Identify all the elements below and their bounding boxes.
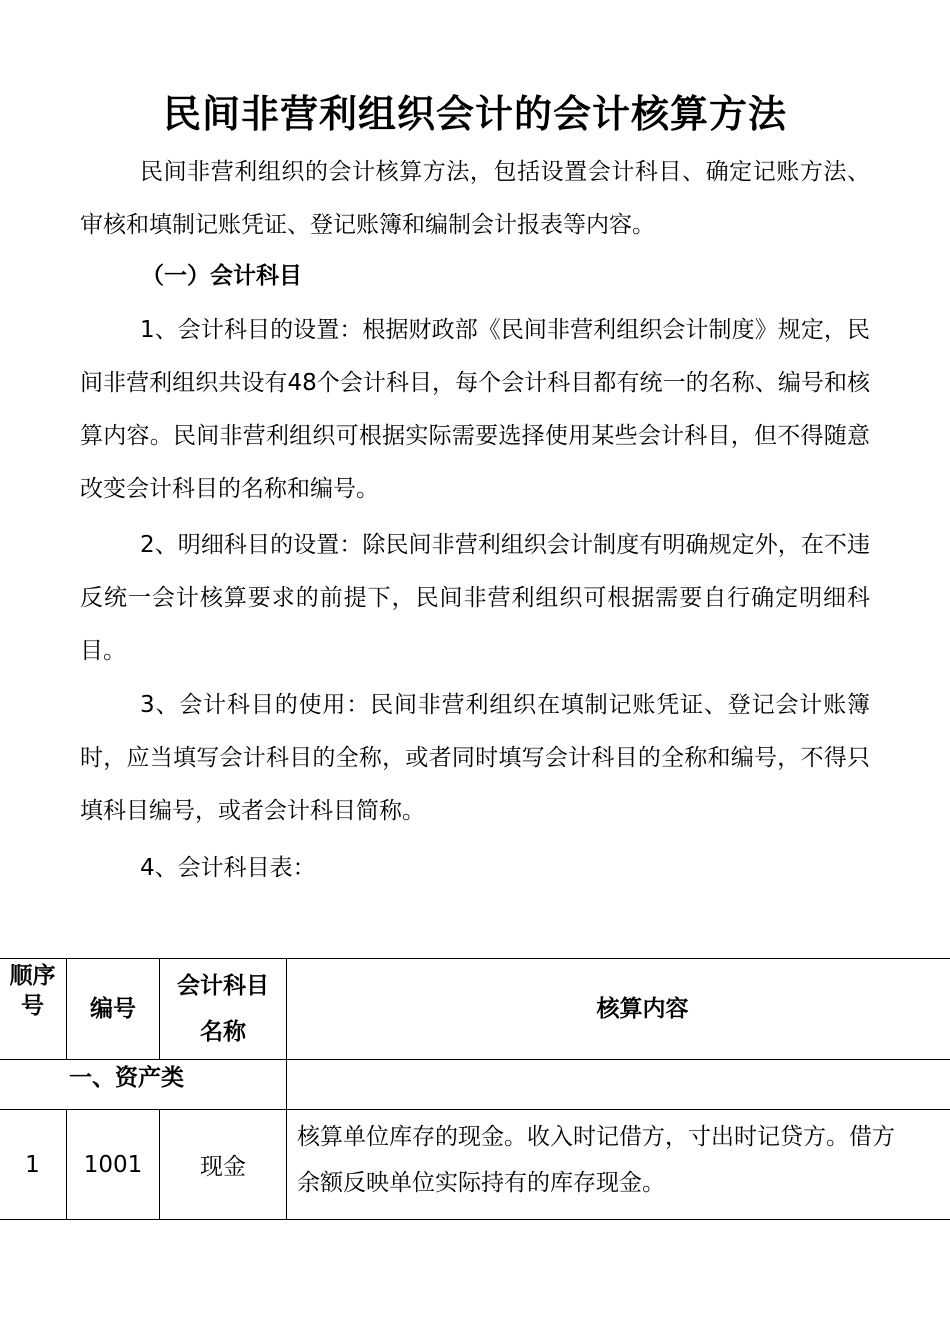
category-empty-cell	[287, 1060, 950, 1110]
intro-paragraph: 民间非营利组织的会计核算方法，包括设置会计科目、确定记账方法、审核和填制记账凭证、登记账簿和编制会计报表等内容。	[80, 159, 870, 238]
item-text: 、明细科目的设置：除民间非营利组织会计制度有明确规定外，在不违反统一会计核算要求的前提下，民间非营利组织可根据需要自行确定明细科目。	[80, 532, 870, 664]
page-title: 民间非营利组织会计的会计核算方法	[162, 92, 787, 136]
header-content: 核算内容	[287, 959, 950, 1060]
table-header-row	[0, 959, 950, 1060]
header-name	[160, 959, 287, 1060]
item-text: 、会计科目的使用：民间非营利组织在填制记账凭证、登记会计账簿时，应当填写会计科目的全称，或者同时填写会计科目的全称和编号，不得只填科目编号，或者会计科目简称。	[80, 692, 870, 824]
row-name: 现金	[160, 1110, 287, 1220]
category-label: 一、资产类	[0, 1060, 287, 1110]
item-number: 2	[140, 532, 155, 558]
paragraph-item-4	[80, 842, 870, 895]
row-code: 1001	[67, 1110, 160, 1220]
item-text-continued: 个会计科目，每个会计科目都有统一的名称、编号和核算内容。民间非营利组织可根据实际需要选择使用某些会计科目，但不得随意改变会计科目的名称和编号。	[80, 370, 871, 502]
paragraph-item-1	[80, 304, 870, 516]
row-content-line2: 余额反映单位实际持有的库存现金。	[297, 1170, 665, 1196]
item-text: 、会计科目表：	[154, 855, 316, 881]
header-code: 编号	[67, 959, 160, 1060]
item-text: 、会计科目的设置：根据财政部《民间非营利组织会计制度》规定，民间非营利组织共设有	[80, 317, 870, 396]
header-seq-line2: 号	[21, 993, 44, 1019]
item-number: 3	[140, 692, 155, 718]
table-row	[0, 1110, 950, 1220]
category-row	[0, 1060, 950, 1110]
paragraph-item-3	[80, 679, 870, 838]
header-name-line2: 名称	[200, 1019, 246, 1045]
row-content-line1: 核算单位库存的现金。收入时记借方，寸出时记贷方。借方	[297, 1124, 895, 1150]
header-name-line1: 会计科目	[177, 973, 269, 999]
section-heading: （一）会计科目	[141, 263, 302, 289]
item-number: 1	[140, 317, 155, 343]
item-number: 4	[140, 855, 155, 881]
header-seq-line1: 顺序	[9, 963, 56, 989]
account-table	[0, 958, 950, 1220]
row-seq: 1	[0, 1110, 67, 1220]
header-seq	[0, 959, 67, 1060]
account-count: 48	[287, 370, 317, 396]
row-content	[287, 1110, 950, 1220]
paragraph-item-2	[80, 519, 870, 678]
